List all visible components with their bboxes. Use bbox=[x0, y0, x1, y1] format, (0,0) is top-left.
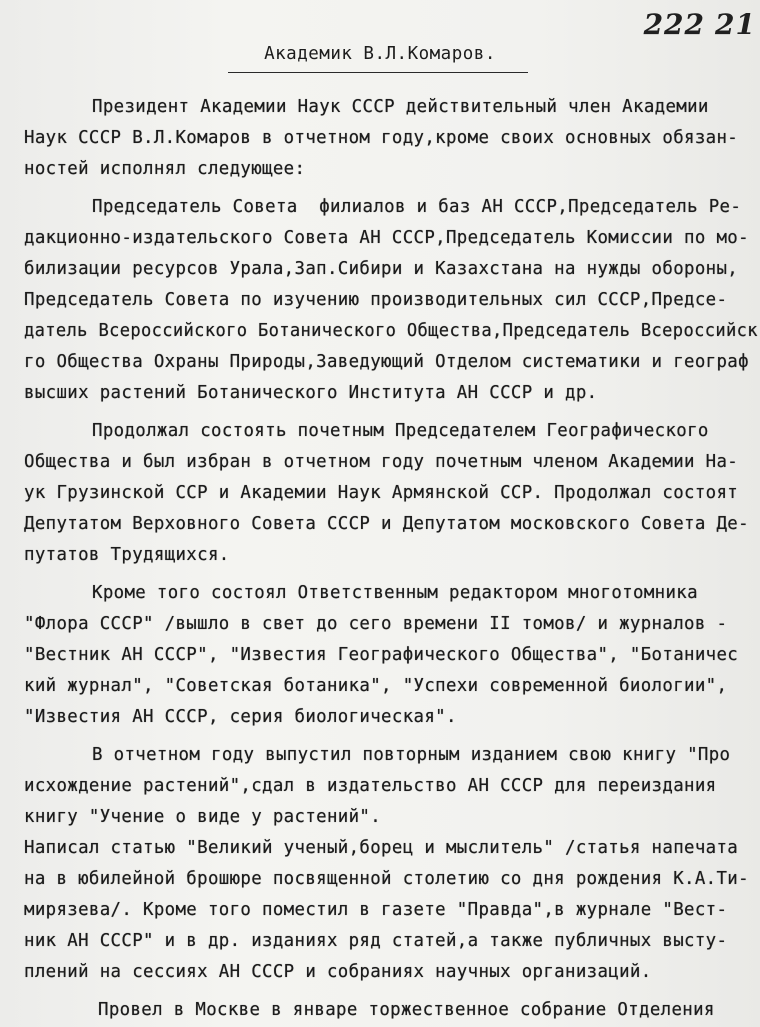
text-line: ук Грузинской ССР и Академии Наук Армянской ССР. Продолжал состоят bbox=[24, 483, 739, 503]
text-line: Наук СССР В.Л.Комаров в отчетном году,кроме своих основных обязан- bbox=[24, 128, 739, 148]
text-line: плений на сессиях АН СССР и собраниях научных организаций. bbox=[24, 962, 652, 982]
folio-number-a: 222 bbox=[643, 8, 706, 41]
text-line: ник АН СССР" и в др. изданиях ряд статей,а также публичных высту- bbox=[24, 931, 728, 951]
text-line: книгу "Учение о виде у растений". bbox=[24, 807, 382, 827]
text-line: дакционно-издательского Совета АН СССР,Председатель Комиссии по мо- bbox=[24, 228, 749, 248]
title-underline bbox=[228, 72, 528, 73]
text-line: исхождение растений",сдал в издательство АН СССР для переиздания bbox=[24, 776, 717, 796]
text-line: высших растений Ботанического Института АН СССР и др. bbox=[24, 383, 598, 403]
text-line: Продолжал состоять почетным Председателем Географического bbox=[92, 421, 709, 441]
text-line: мирязева/. Кроме того поместил в газете "Правда",в журнале "Вест- bbox=[24, 900, 728, 920]
text-line: Провел в Москве в январе торжественное собрание Отделения bbox=[98, 1000, 715, 1020]
text-line: на в юбилейной брошюре посвященной столетию со дня рождения К.А.Ти- bbox=[24, 869, 749, 889]
handwritten-page-numbers bbox=[634, 8, 756, 41]
text-line: Депутатом Верховного Совета СССР и Депутатом московского Совета Де- bbox=[24, 514, 749, 534]
text-line: Председатель Совета по изучению производительных сил СССР,Предсе- bbox=[24, 290, 728, 310]
text-line: В отчетном году выпустил повторным изданием свою книгу "Про bbox=[92, 745, 731, 765]
text-line: путатов Трудящихся. bbox=[24, 545, 230, 565]
text-line: Председатель Совета филиалов и баз АН СССР,Председатель Ре- bbox=[92, 197, 742, 217]
text-line: Президент Академии Наук СССР действительный член Академии bbox=[92, 97, 709, 117]
text-line: ностей исполнял следующее: bbox=[24, 159, 306, 179]
text-line: "Известия АН СССР, серия биологическая". bbox=[24, 707, 457, 727]
text-line: билизации ресурсов Урала,Зап.Сибири и Казахстана на нужды обороны, bbox=[24, 259, 739, 279]
text-line: датель Всероссийского Ботанического Общества,Председатель Всероссийск bbox=[24, 321, 758, 341]
document-title: Академик В.Л.Комаров. bbox=[264, 44, 496, 64]
text-line: Написал статью "Великий ученый,борец и мыслитель" /статья напечата bbox=[24, 838, 739, 858]
folio-number-b: 21 bbox=[715, 8, 756, 41]
text-line: Кроме того состоял Ответственным редактором многотомника bbox=[92, 583, 698, 603]
text-line: "Вестник АН СССР", "Известия Географического Общества", "Ботаничес bbox=[24, 645, 739, 665]
text-line: го Общества Охраны Природы,Заведующий Отделом систематики и географ bbox=[24, 352, 749, 372]
text-line: "Флора СССР" /вышло в свет до сего времени II томов/ и журналов - bbox=[24, 614, 728, 634]
text-line: кий журнал", "Советская ботаника", "Успехи современной биологии", bbox=[24, 676, 728, 696]
text-line: Общества и был избран в отчетном году почетным членом Академии На- bbox=[24, 452, 739, 472]
